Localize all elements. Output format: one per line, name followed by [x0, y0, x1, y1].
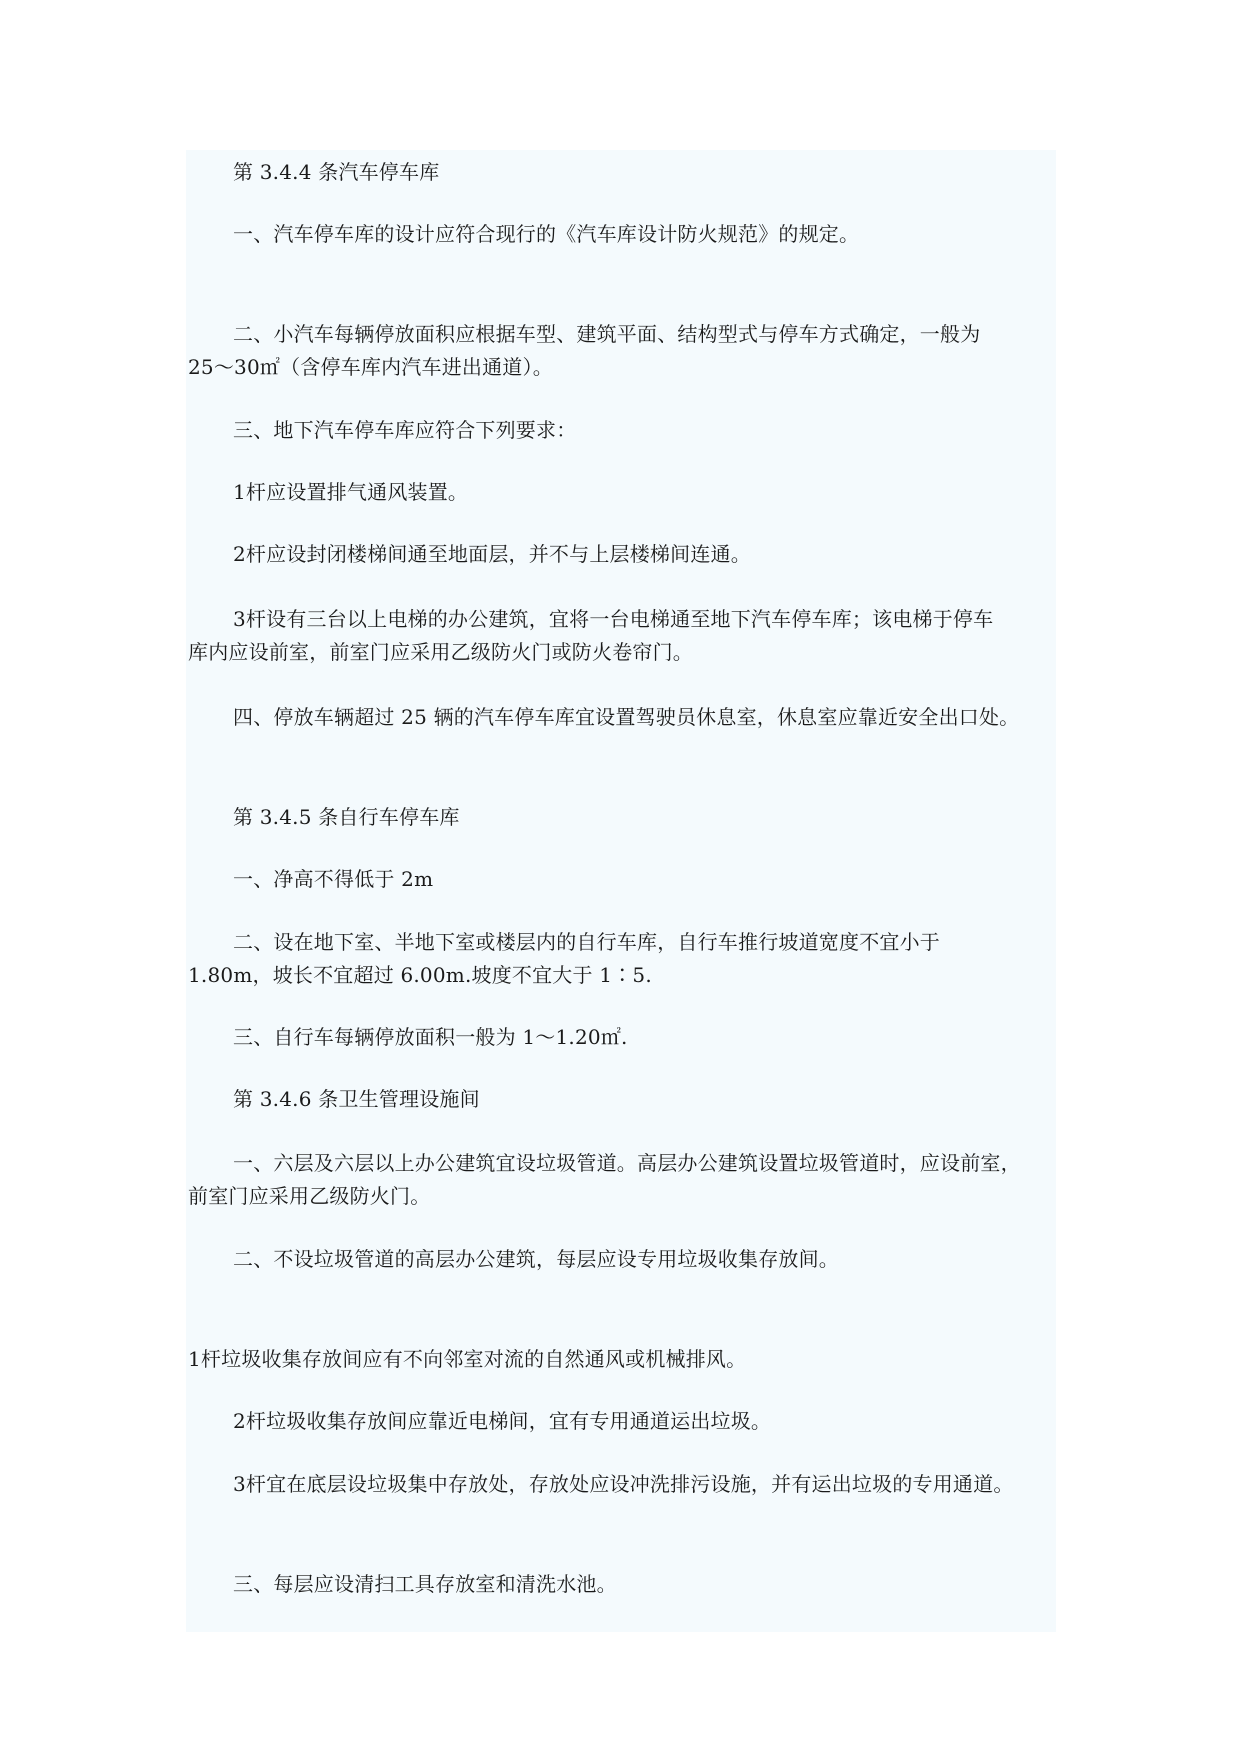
article-heading-3-4-6: 第 3.4.6 条卫生管理设施间 [233, 1087, 480, 1111]
paragraph: 二、不设垃圾管道的高层办公建筑，每层应设专用垃圾收集存放间。 [233, 1247, 839, 1271]
document-panel [186, 150, 1056, 1632]
list-item: 3杆宜在底层设垃圾集中存放处，存放处应设冲洗排污设施，并有运出垃圾的专用通道。 [233, 1472, 1014, 1496]
paragraph: 四、停放车辆超过 25 辆的汽车停车库宜设置驾驶员休息室，休息室应靠近安全出口处。 [233, 705, 1020, 729]
paragraph-continuation: 1.80m，坡长不宜超过 6.00m.坡度不宜大于 1∶5. [188, 963, 652, 987]
paragraph: 三、地下汽车停车库应符合下列要求： [233, 418, 577, 442]
paragraph: 一、六层及六层以上办公建筑宜设垃圾管道。高层办公建筑设置垃圾管道时，应设前室， [233, 1151, 1021, 1175]
list-item: 1杆应设置排气通风装置。 [233, 480, 469, 504]
paragraph: 三、自行车每辆停放面积一般为 1～1.20㎡. [233, 1025, 628, 1049]
list-item: 1杆垃圾收集存放间应有不向邻室对流的自然通风或机械排风。 [188, 1347, 747, 1371]
paragraph: 二、设在地下室、半地下室或楼层内的自行车库，自行车推行坡道宽度不宜小于 [233, 930, 940, 954]
article-heading-3-4-5: 第 3.4.5 条自行车停车库 [233, 805, 460, 829]
article-heading-3-4-4: 第 3.4.4 条汽车停车库 [233, 160, 440, 184]
paragraph: 三、每层应设清扫工具存放室和清洗水池。 [233, 1572, 617, 1596]
paragraph: 二、小汽车每辆停放面积应根据车型、建筑平面、结构型式与停车方式确定，一般为 [233, 322, 981, 346]
list-item: 3杆设有三台以上电梯的办公建筑，宜将一台电梯通至地下汽车停车库；该电梯于停车 [233, 607, 994, 631]
list-item: 2杆应设封闭楼梯间通至地面层，并不与上层楼梯间连通。 [233, 542, 751, 566]
paragraph: 一、汽车停车库的设计应符合现行的《汽车库设计防火规范》的规定。 [233, 222, 860, 246]
paragraph: 一、净高不得低于 2m [233, 867, 434, 891]
paragraph-continuation: 25～30㎡（含停车库内汽车进出通道）。 [188, 355, 553, 379]
list-item-continuation: 库内应设前室，前室门应采用乙级防火门或防火卷帘门。 [188, 640, 693, 664]
paragraph-continuation: 前室门应采用乙级防火门。 [188, 1184, 431, 1208]
list-item: 2杆垃圾收集存放间应靠近电梯间，宜有专用通道运出垃圾。 [233, 1409, 772, 1433]
